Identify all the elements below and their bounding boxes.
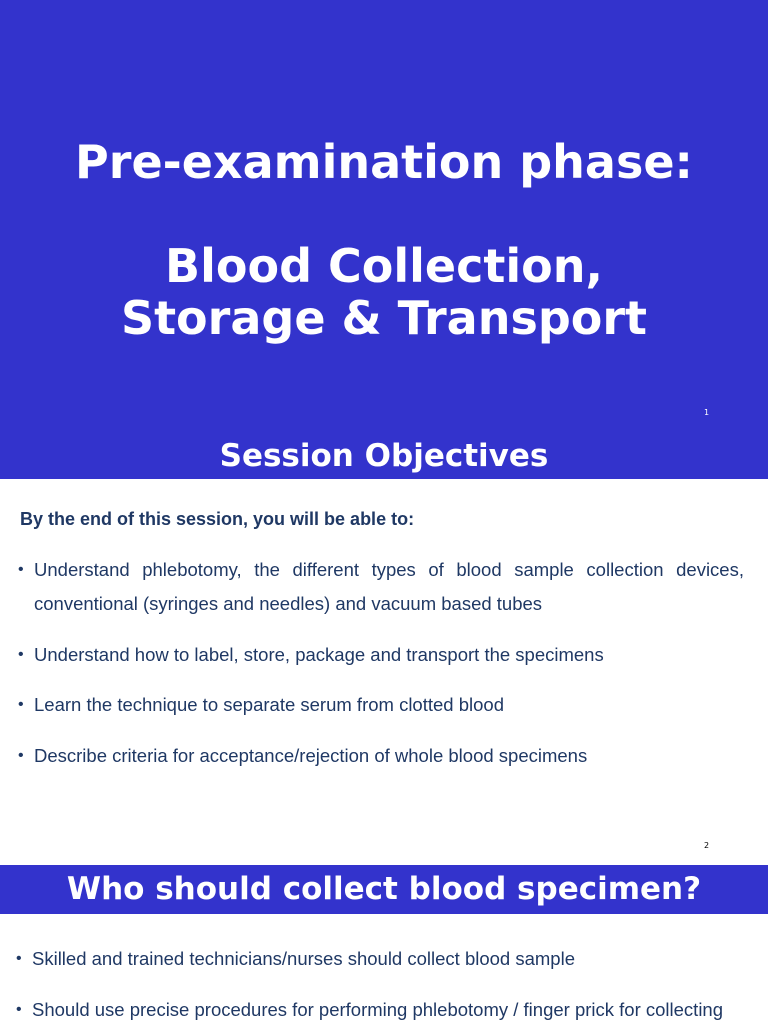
objectives-intro: By the end of this session, you will be able to:: [20, 509, 415, 529]
list-item: [16, 942, 742, 976]
bullet-icon: •: [16, 1001, 22, 1018]
page-number: 1: [704, 408, 710, 417]
slide-title-line-3: Storage & Transport: [120, 291, 648, 345]
list-item: [18, 638, 744, 672]
bullet-icon: •: [18, 561, 24, 578]
bullet-icon: •: [16, 950, 22, 967]
title-slide: [0, 0, 768, 432]
bullet-icon: •: [18, 696, 24, 713]
bullet-icon: •: [18, 747, 24, 764]
list-item-text: Understand phlebotomy, the different types of blood sample collection devices, conventional (syringes and needles) and vacuum based tubes: [34, 559, 744, 614]
list-item: [16, 993, 756, 1024]
objectives-slide-body: [0, 479, 768, 865]
collector-slide-body: [0, 914, 768, 1024]
objectives-heading: Session Objectives: [219, 438, 549, 474]
slide-title-line-2: Blood Collection,: [165, 239, 603, 293]
page-number: 2: [704, 841, 710, 850]
list-item: [18, 553, 744, 621]
list-item-text: Describe criteria for acceptance/rejection of whole blood specimens: [34, 745, 588, 766]
list-item-text: Should use precise procedures for performing phlebotomy / finger prick for collecting: [32, 999, 724, 1020]
bullet-icon: •: [18, 646, 24, 663]
list-item: [18, 688, 744, 722]
slide-title-line-1: Pre-examination phase:: [75, 135, 693, 189]
collector-header: [0, 865, 768, 914]
list-item-text: Understand how to label, store, package and transport the specimens: [34, 644, 604, 665]
list-item-text: Skilled and trained technicians/nurses should collect blood sample: [32, 948, 575, 969]
collector-heading: Who should collect blood specimen?: [66, 871, 702, 907]
list-item: [18, 739, 744, 773]
objectives-header: [0, 432, 768, 479]
list-item-text: Learn the technique to separate serum from clotted blood: [34, 694, 504, 715]
